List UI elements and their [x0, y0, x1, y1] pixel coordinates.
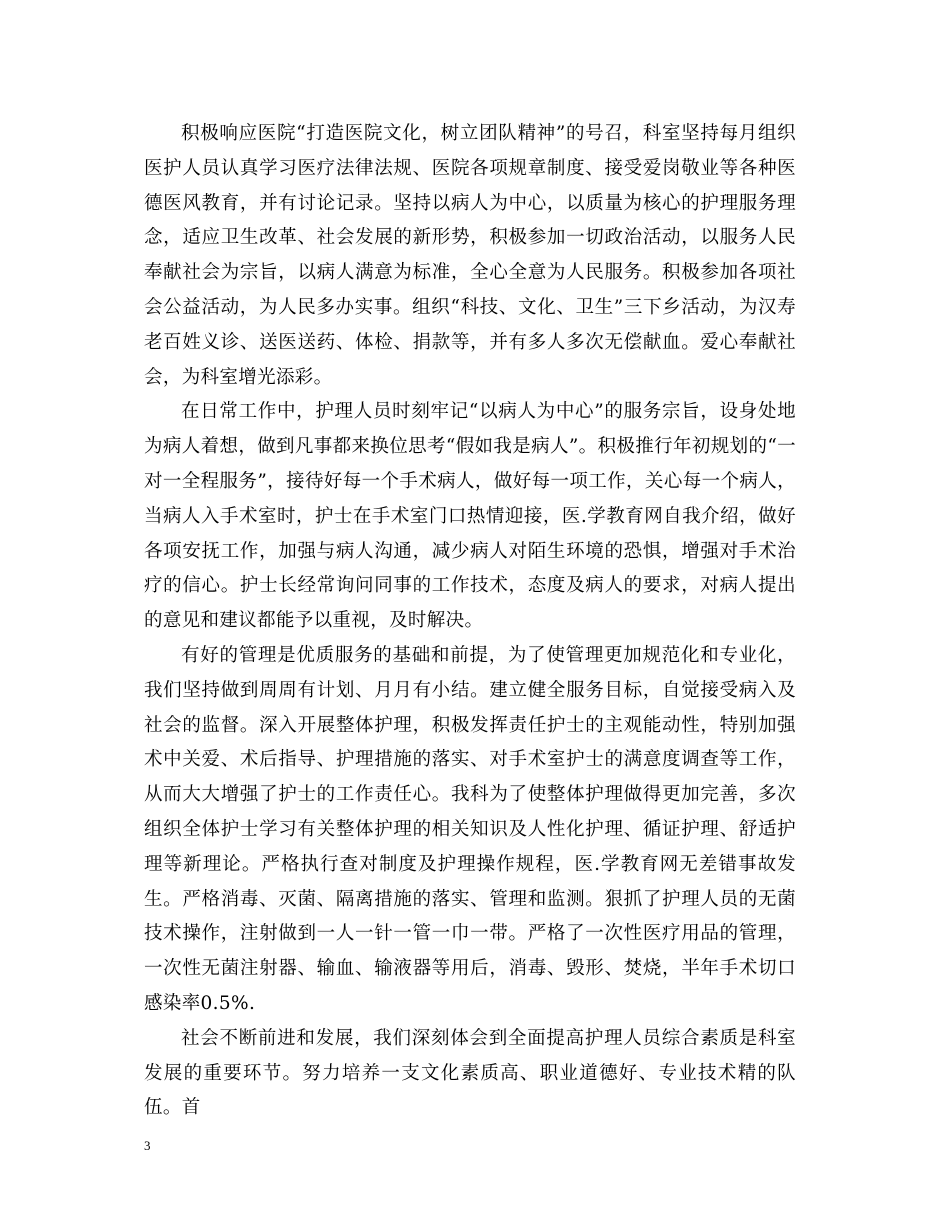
paragraph-1: 积极响应医院“打造医院文化，树立团队精神”的号召，科室坚持每月组织医护人员认真学习医疗法律法规、医院各项规章制度、接受爱岗敬业等各种医德医风教育，并有讨论记录。坚持以病人为中心，以质量为核心的护理服务理念，适应卫生改革、社会发展的新形势，积极参加一切政治活动，以服务人民奉献社会为宗旨，以病人满意为标准，全心全意为人民服务。积极参加各项社会公益活动，为人民多办实事。组织“科技、文化、卫生”三下乡活动，为汉寿老百姓义诊、送医送药、体检、捐款等，并有多人多次无偿献血。爱心奉献社会，为科室增光添彩。	[144, 123, 796, 388]
paragraph-4: 社会不断前进和发展，我们深刻体会到全面提高护理人员综合素质是科室发展的重要环节。努力培养一支文化素质高、职业道德好、专业技术精的队伍。首	[144, 1027, 796, 1119]
document-body	[144, 117, 796, 1126]
paragraph-3: 有好的管理是优质服务的基础和前提，为了使管理更加规范化和专业化，我们坚持做到周周有计划、月月有小结。建立健全服务目标，自觉接受病入及社会的监督。深入开展整体护理，积极发挥责任护士的主观能动性，特别加强术中关爱、术后指导、护理措施的落实、对手术室护士的满意度调查等工作，从而大大增强了护士的工作责任心。我科为了使整体护理做得更加完善，多次组织全体护士学习有关整体护理的相关知识及人性化护理、循证护理、舒适护理等新理论。严格执行查对制度及护理操作规程，医.学教育网无差错事故发生。严格消毒、灭菌、隔离措施的落实、管理和监测。狠抓了护理人员的无菌技术操作，注射做到一人一针一管一巾一带。严格了一次性医疗用品的管理，一次性无菌注射器、输血、输液器等用后，消毒、毁形、焚烧，半年手术切口感染率0.5%.	[144, 644, 796, 1014]
page-number: 3	[144, 1138, 151, 1153]
paragraph-2: 在日常工作中，护理人员时刻牢记“以病人为中心”的服务宗旨，设身处地为病人着想，做到凡事都来换位思考“假如我是病人”。积极推行年初规划的“一对一全程服务”，接待好每一个手术病人，做好每一项工作，关心每一个病人，当病人入手术室时，护士在手术室门口热情迎接，医.学教育网自我介绍，做好各项安抚工作，加强与病人沟通，减少病人对陌生环境的恐惧，增强对手术治疗的信心。护士长经常询问同事的工作技术，态度及病人的要求，对病人提出的意见和建议都能予以重视，及时解决。	[144, 401, 796, 632]
